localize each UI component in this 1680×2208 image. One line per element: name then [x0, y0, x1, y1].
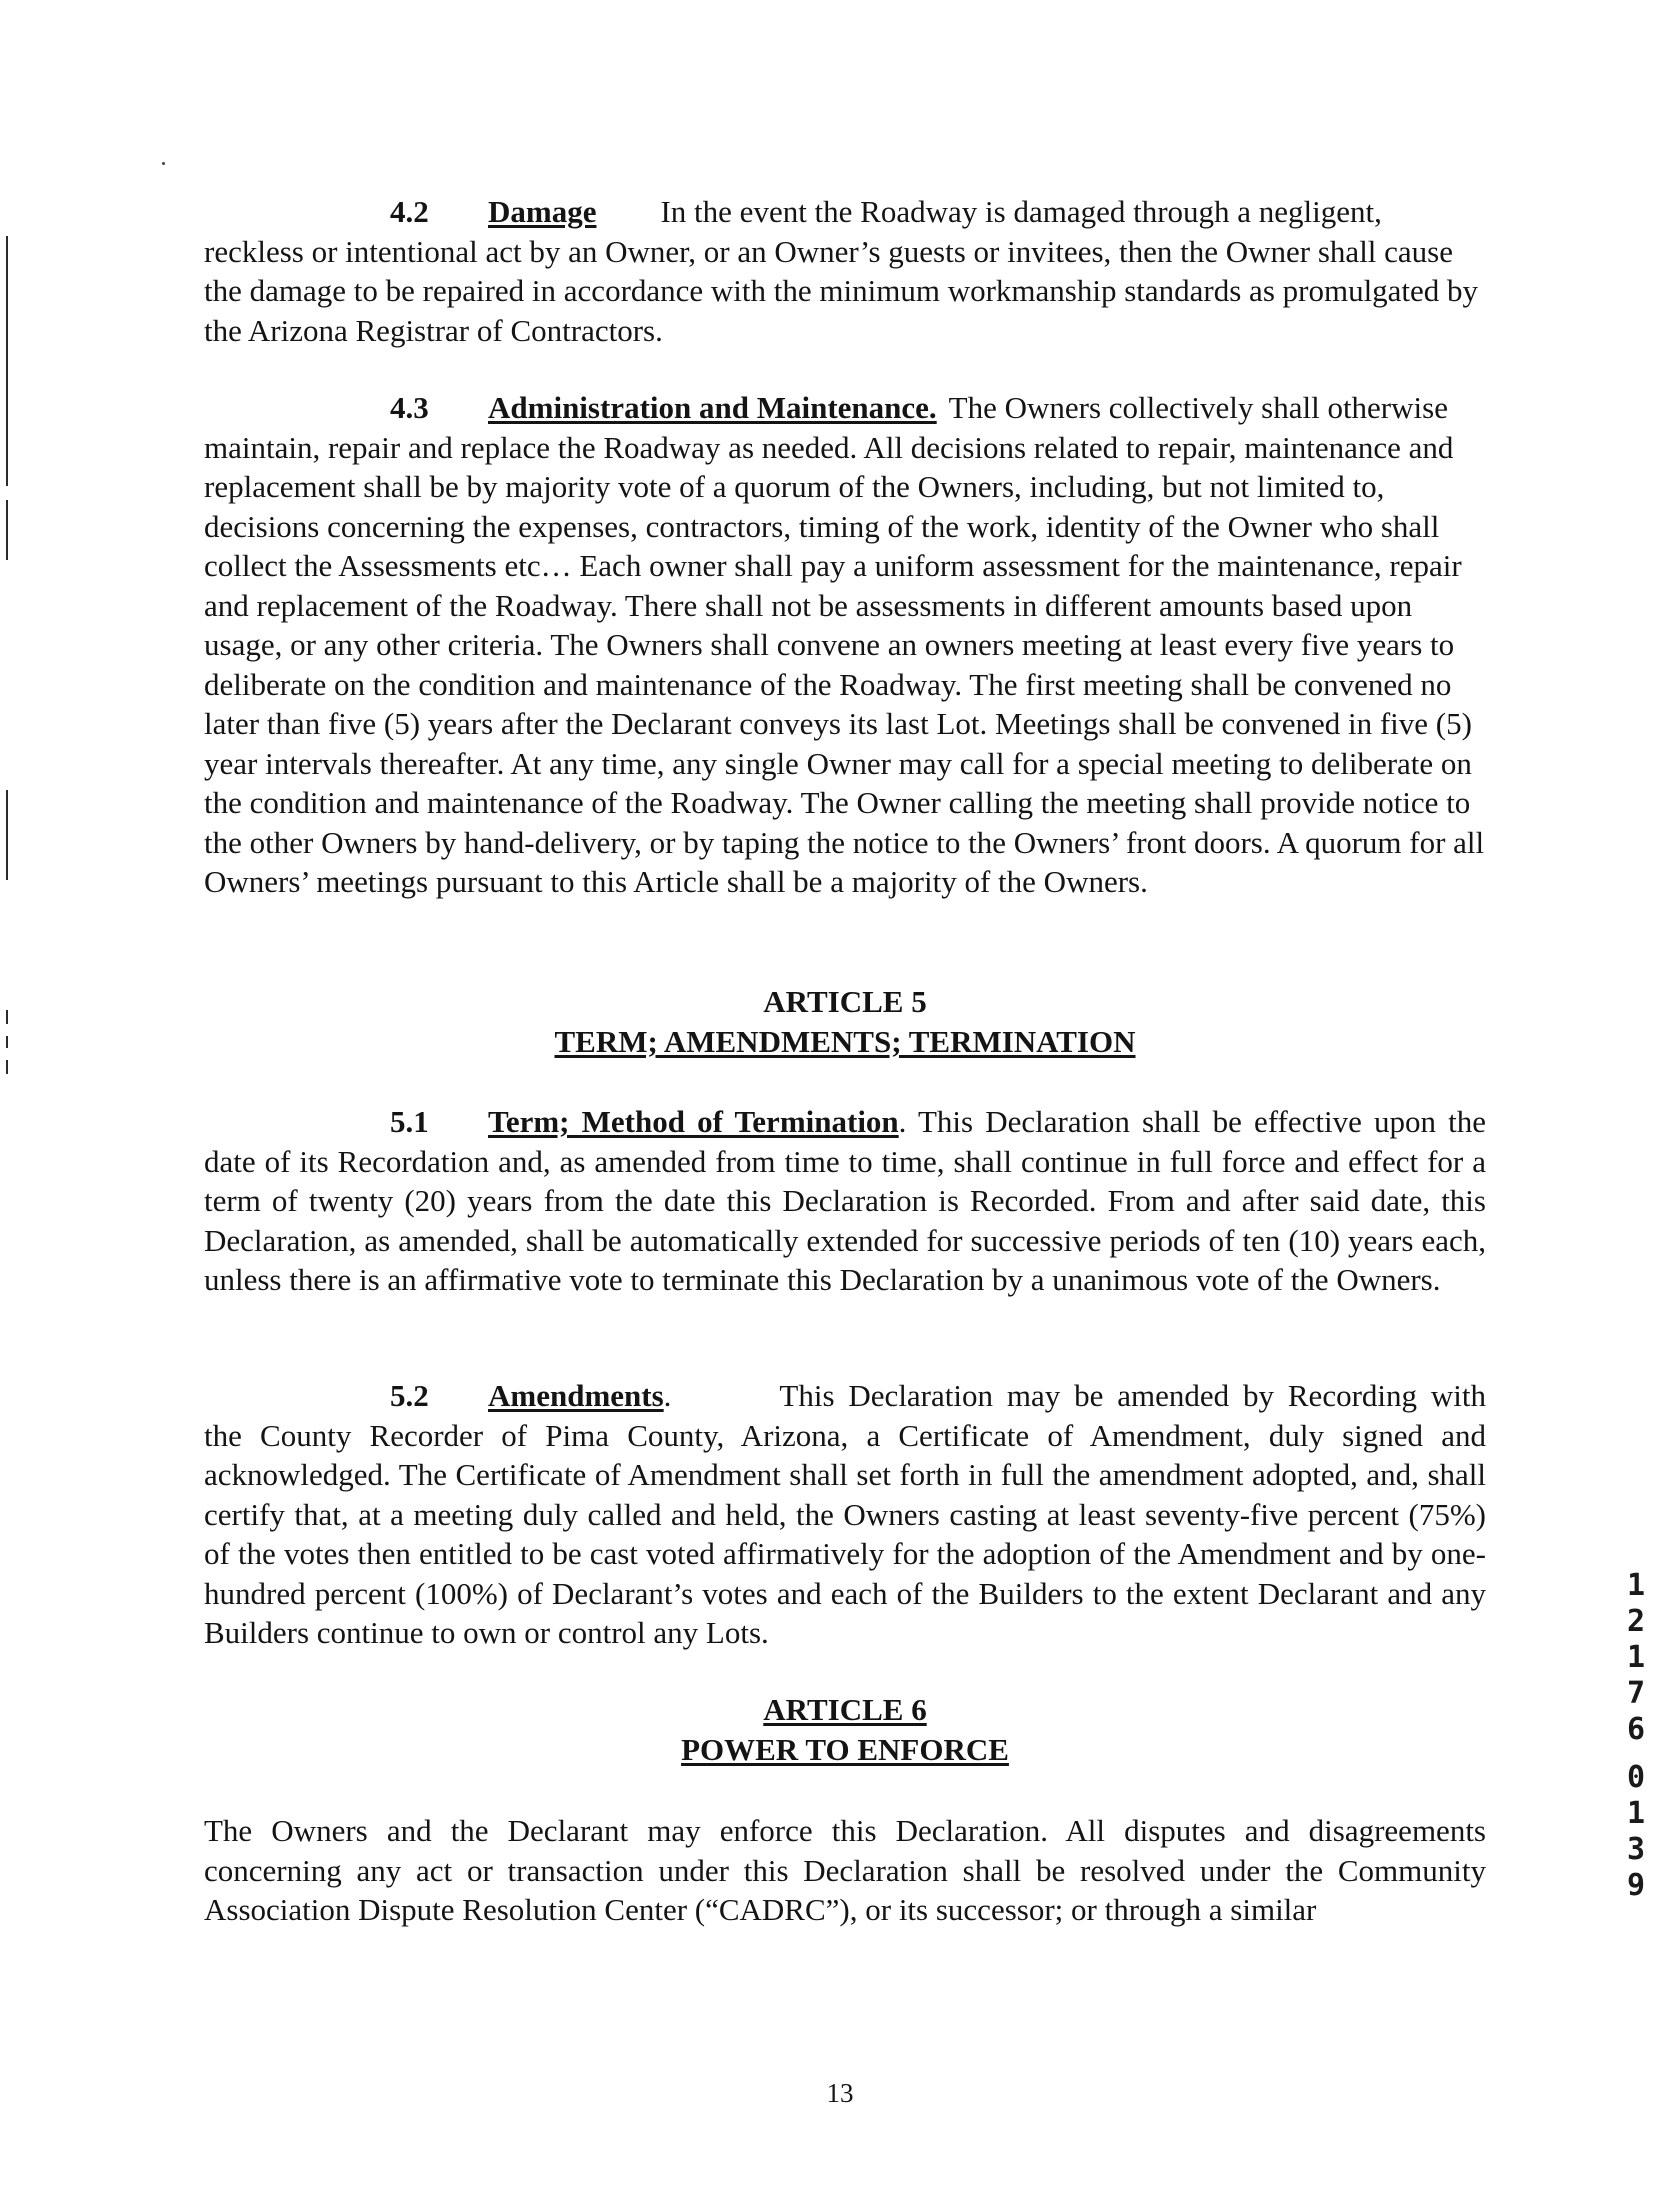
- section-5-2: [204, 1376, 1486, 1653]
- article-6-heading: [204, 1690, 1486, 1770]
- section-5-1: [204, 1102, 1486, 1300]
- section-title: Administration and Maintenance.: [488, 390, 937, 425]
- stamp-digit: 1: [1626, 1640, 1646, 1675]
- scan-margin-mark: [6, 1060, 8, 1074]
- section-4-2: [204, 192, 1486, 350]
- section-title-period: .: [663, 1378, 672, 1413]
- page-number: 13: [826, 2078, 854, 2108]
- section-body: The Owners collectively shall otherwise maintain, repair and replace the Roadway as needed. All decisions related to repair, maintenance and replacement shall be by majority vote of a quorum of the Owners, including, but not limited to, decisions concerning the expenses, contractors, timing of the work, identity of the Owner who shall collect the Assessments etc… Each owner shall pay a uniform assessment for the maintenance, repair and replacement of the Roadway. There shall not be assessments in different amounts based upon usage, or any other criteria. The Owners shall convene an owners meeting at least every five years to deliberate on the condition and maintenance of the Roadway. The first meeting shall be convened no later than five (5) years after the Declarant conveys its last Lot. Meetings shall be convened in five (5) year intervals thereafter. At any time, any single Owner may call for a special meeting to deliberate on the condition and maintenance of the Roadway. The Owner calling the meeting shall provide notice to the other Owners by hand-delivery, or by taping the notice to the Owners’ front doors. A quorum for all Owners’ meetings pursuant to this Article shall be a majority of the Owners.: [204, 390, 1485, 899]
- stamp-digit: 3: [1626, 1832, 1646, 1867]
- article-label: ARTICLE 5: [763, 984, 927, 1019]
- stamp-digit: 1: [1626, 1568, 1646, 1603]
- section-number: 5.2: [390, 1378, 429, 1413]
- section-number: 5.1: [390, 1104, 429, 1139]
- stamp-digit: 6: [1626, 1712, 1646, 1747]
- article-label: ARTICLE 6: [763, 1692, 927, 1727]
- scan-margin-mark: [6, 500, 8, 560]
- stamp-digit: 7: [1626, 1676, 1646, 1711]
- recording-stamp-top: [1622, 1568, 1650, 1748]
- section-4-3: [204, 388, 1486, 902]
- scan-margin-mark: [6, 1010, 8, 1024]
- stamp-digit: 0: [1626, 1760, 1646, 1795]
- stamp-digit: 9: [1626, 1868, 1646, 1903]
- section-body: This Declaration may be amended by Recording with the County Recorder of Pima County, Arizona, a Certificate of Amendment, duly signed and acknowledged. The Certificate of Amendment shall set forth in full the amendment adopted, and, shall certify that, at a meeting duly called and held, the Owners casting at least seventy-five percent (75%) of the votes then entitled to be cast voted affirmatively for the adoption of the Amendment and by one-hundred percent (100%) of Declarant’s votes and each of the Builders to the extent Declarant and any Builders continue to own or control any Lots.: [204, 1378, 1486, 1650]
- section-title: Amendments: [488, 1378, 664, 1413]
- scan-margin-mark: [6, 1036, 8, 1048]
- section-number: 4.2: [390, 194, 429, 229]
- section-body: . This Declaration shall be effective upon the date of its Recordation and, as amended from time to time, shall continue in full force and effect for a term of twenty (20) years from the date this Declaration is Recorded. From and after said date, this Declaration, as amended, shall be automatically extended for successive periods of ten (10) years each, unless there is an affirmative vote to terminate this Declaration by a unanimous vote of the Owners.: [204, 1104, 1486, 1297]
- scan-margin-mark: [6, 790, 8, 880]
- recording-stamp-bottom: [1622, 1760, 1650, 1904]
- stamp-digit: 1: [1626, 1796, 1646, 1831]
- scan-speck: [162, 162, 165, 165]
- section-title: Term; Method of Termination: [488, 1104, 899, 1139]
- section-number: 4.3: [390, 390, 429, 425]
- stamp-digit: 2: [1626, 1604, 1646, 1639]
- article-title: TERM; AMENDMENTS; TERMINATION: [554, 1024, 1136, 1059]
- section-title: Damage: [488, 194, 597, 229]
- article-5-heading: [204, 982, 1486, 1062]
- article-title: POWER TO ENFORCE: [681, 1732, 1009, 1767]
- scan-margin-mark: [6, 236, 8, 486]
- section-body: In the event the Roadway is damaged through a negligent, reckless or intentional act by an Owner, or an Owner’s guests or invitees, then the Owner shall cause the damage to be repaired in accordance with the minimum workmanship standards as promulgated by the Arizona Registrar of Contractors.: [204, 194, 1479, 348]
- article-6-body: The Owners and the Declarant may enforce this Declaration. All disputes and disagreements concerning any act or transaction under this Declaration shall be resolved under the Community Association Dispute Resolution Center (“CADRC”), or its successor; or through a similar: [204, 1813, 1486, 1927]
